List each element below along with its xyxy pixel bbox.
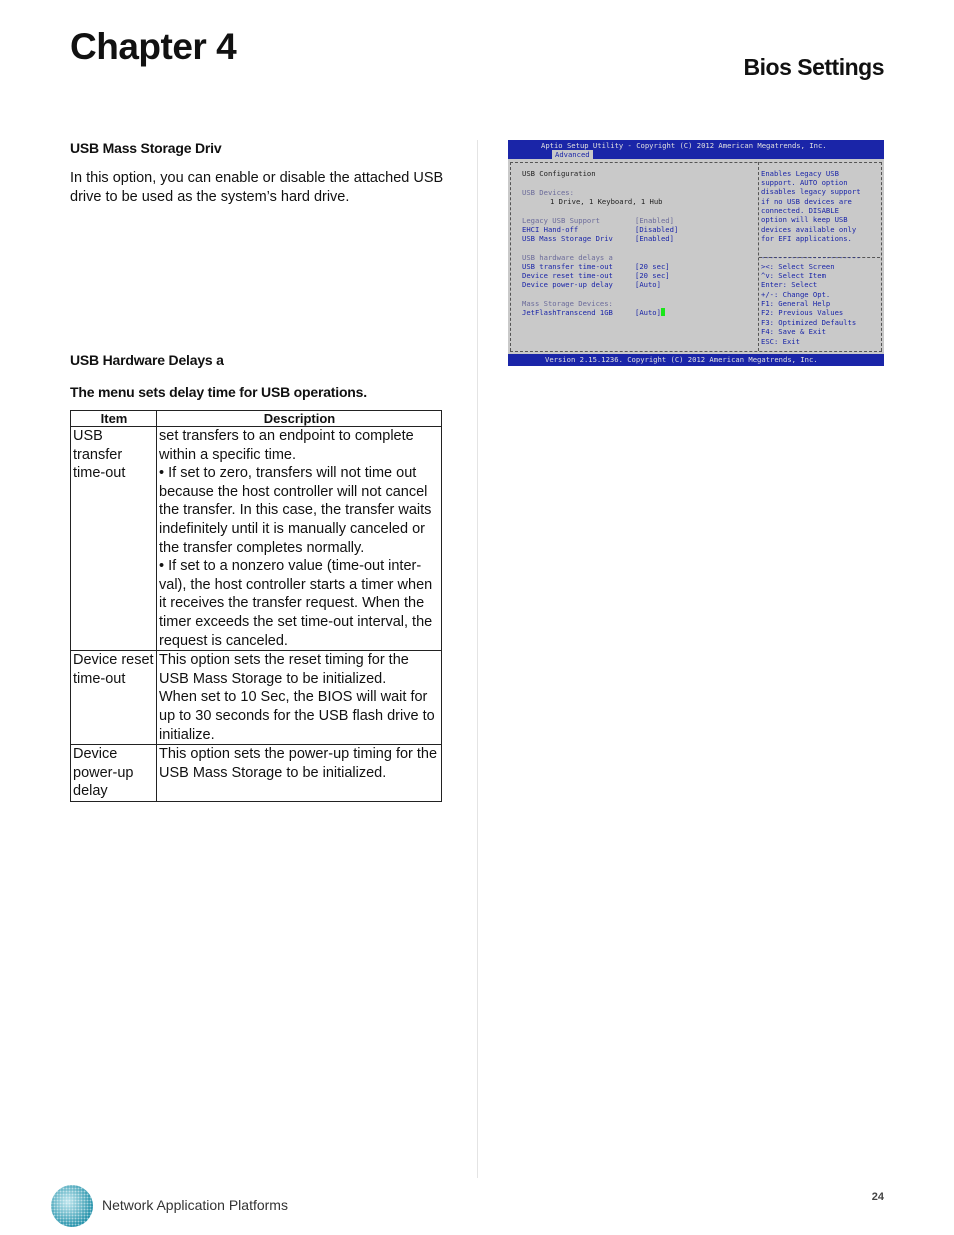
bios-setting-label[interactable]: Legacy USB Support [522,216,600,225]
bios-mass-storage-label: Mass Storage Devices: [522,299,613,308]
bios-setting-value[interactable]: [Enabled] [635,216,674,225]
bios-frame-right [881,162,882,351]
bios-key-hint: F1: General Help [761,299,831,308]
bios-delay-value[interactable]: [Auto] [635,280,661,289]
bios-delay-label[interactable]: Device reset time-out [522,271,613,280]
bios-usb-configuration: USB Configuration [522,169,596,178]
bios-version-bar [508,354,884,366]
table-cell-item: USB transfer time-out [71,427,157,651]
bios-version: Version 2.15.1236. Copyright (C) 2012 American Megatrends, Inc. [545,355,818,364]
bios-usb-devices-value: 1 Drive, 1 Keyboard, 1 Hub [550,197,663,206]
table-cell-description [157,745,442,802]
footer-text: Network Application Platforms [102,1197,288,1213]
bios-title: Aptio Setup Utility - Copyright (C) 2012 American Megatrends, Inc. [541,141,827,150]
bios-delay-label[interactable]: Device power-up delay [522,280,613,289]
bios-setting-label[interactable]: EHCI Hand-off [522,225,579,234]
table-cell-item: Device power-up delay [71,745,157,802]
bios-key-hint: +/-: Change Opt. [761,290,831,299]
table-row [71,427,442,651]
usb-mass-storage-heading: USB Mass Storage Driv [70,140,222,156]
bios-help-line: devices available only [761,225,857,234]
bios-frame-top [510,162,882,163]
bios-delay-value[interactable]: [20 sec] [635,262,670,271]
column-divider [477,140,478,1178]
table-cell-item: Device reset time-out [71,651,157,745]
bios-frame-bottom [510,351,882,352]
description-line: set transfers to an endpoint to complete within a specific time. [159,428,414,463]
bios-key-hint: ><: Select Screen [761,262,835,271]
bios-help-line: option will keep USB [761,215,848,224]
bios-delay-value[interactable]: [20 sec] [635,271,670,280]
table-cell-description [157,651,442,745]
bios-key-hint: F2: Previous Values [761,308,844,317]
description-line: This option sets the reset timing for the USB Mass Storage to be initialized. [159,652,409,687]
company-logo-icon [50,1184,94,1228]
description-line: When set to 10 Sec, the BIOS will wait for up to 30 seconds for the USB flash drive to initialize. [159,689,435,743]
bios-setting-value[interactable]: [Enabled] [635,234,674,243]
bios-cursor [661,308,665,316]
bios-frame-left [510,162,511,351]
usb-delays-subheading: The menu sets delay time for USB operations. [70,384,367,400]
bios-usb-devices-label: USB Devices: [522,188,574,197]
bios-screenshot [508,140,884,366]
table-row [71,651,442,745]
bios-title-bar [508,140,884,159]
bios-help-line: connected. DISABLE [761,206,839,215]
bios-key-hint: Enter: Select [761,280,818,289]
description-line: This option sets the power-up timing for the USB Mass Storage to be initialized. [159,746,438,781]
bios-help-line: if no USB devices are [761,197,852,206]
chapter-title: Chapter 4 [70,26,237,67]
bios-tab-advanced[interactable]: Advanced [552,150,593,159]
bios-help-line: disables legacy support [761,187,861,196]
bios-setting-label[interactable]: USB Mass Storage Driv [522,234,613,243]
table-header-row [71,411,442,427]
bios-help-line: for EFI applications. [761,234,852,243]
page-number: 24 [871,1191,884,1203]
section-title: Bios Settings [743,54,884,80]
bios-mass-device-label[interactable]: JetFlashTranscend 1GB [522,308,613,317]
description-column-header: Description [157,411,442,427]
settings-table [70,410,442,802]
description-line: • If set to zero, transfers will not time out because the host controller will not cancel the transfer. In this case, the transfer waits indefinitely until it is manually canceled or the transfer completes normally. [159,465,432,556]
bios-help-line: Enables Legacy USB [761,169,839,178]
description-line: • If set to a nonzero value (time-out inter-val), the host controller starts a timer when it receives the transfer request. When the timer exceeds the set time-out interval, the request is canceled. [159,558,433,649]
bios-mass-device-value-text: [Auto] [635,308,661,317]
bios-key-hint: F4: Save & Exit [761,327,826,336]
bios-help-separator: ----------------------- [761,253,861,262]
table-cell-description [157,427,442,651]
bios-delay-label[interactable]: USB transfer time-out [522,262,613,271]
bios-delays-label: USB hardware delays a [522,253,613,262]
usb-delays-heading: USB Hardware Delays a [70,352,224,368]
item-column-header: Item [71,411,157,427]
bios-key-hint: ESC: Exit [761,337,800,346]
usb-mass-storage-text: In this option, you can enable or disable the attached USB drive to be used as the system’s hard drive. [70,170,444,205]
bios-help-line: support. AUTO option [761,178,848,187]
bios-key-hint: F3: Optimized Defaults [761,318,857,327]
bios-setting-value[interactable]: [Disabled] [635,225,679,234]
bios-key-hint: ^v: Select Item [761,271,826,280]
bios-mass-device-value[interactable] [635,308,665,317]
table-row [71,745,442,802]
